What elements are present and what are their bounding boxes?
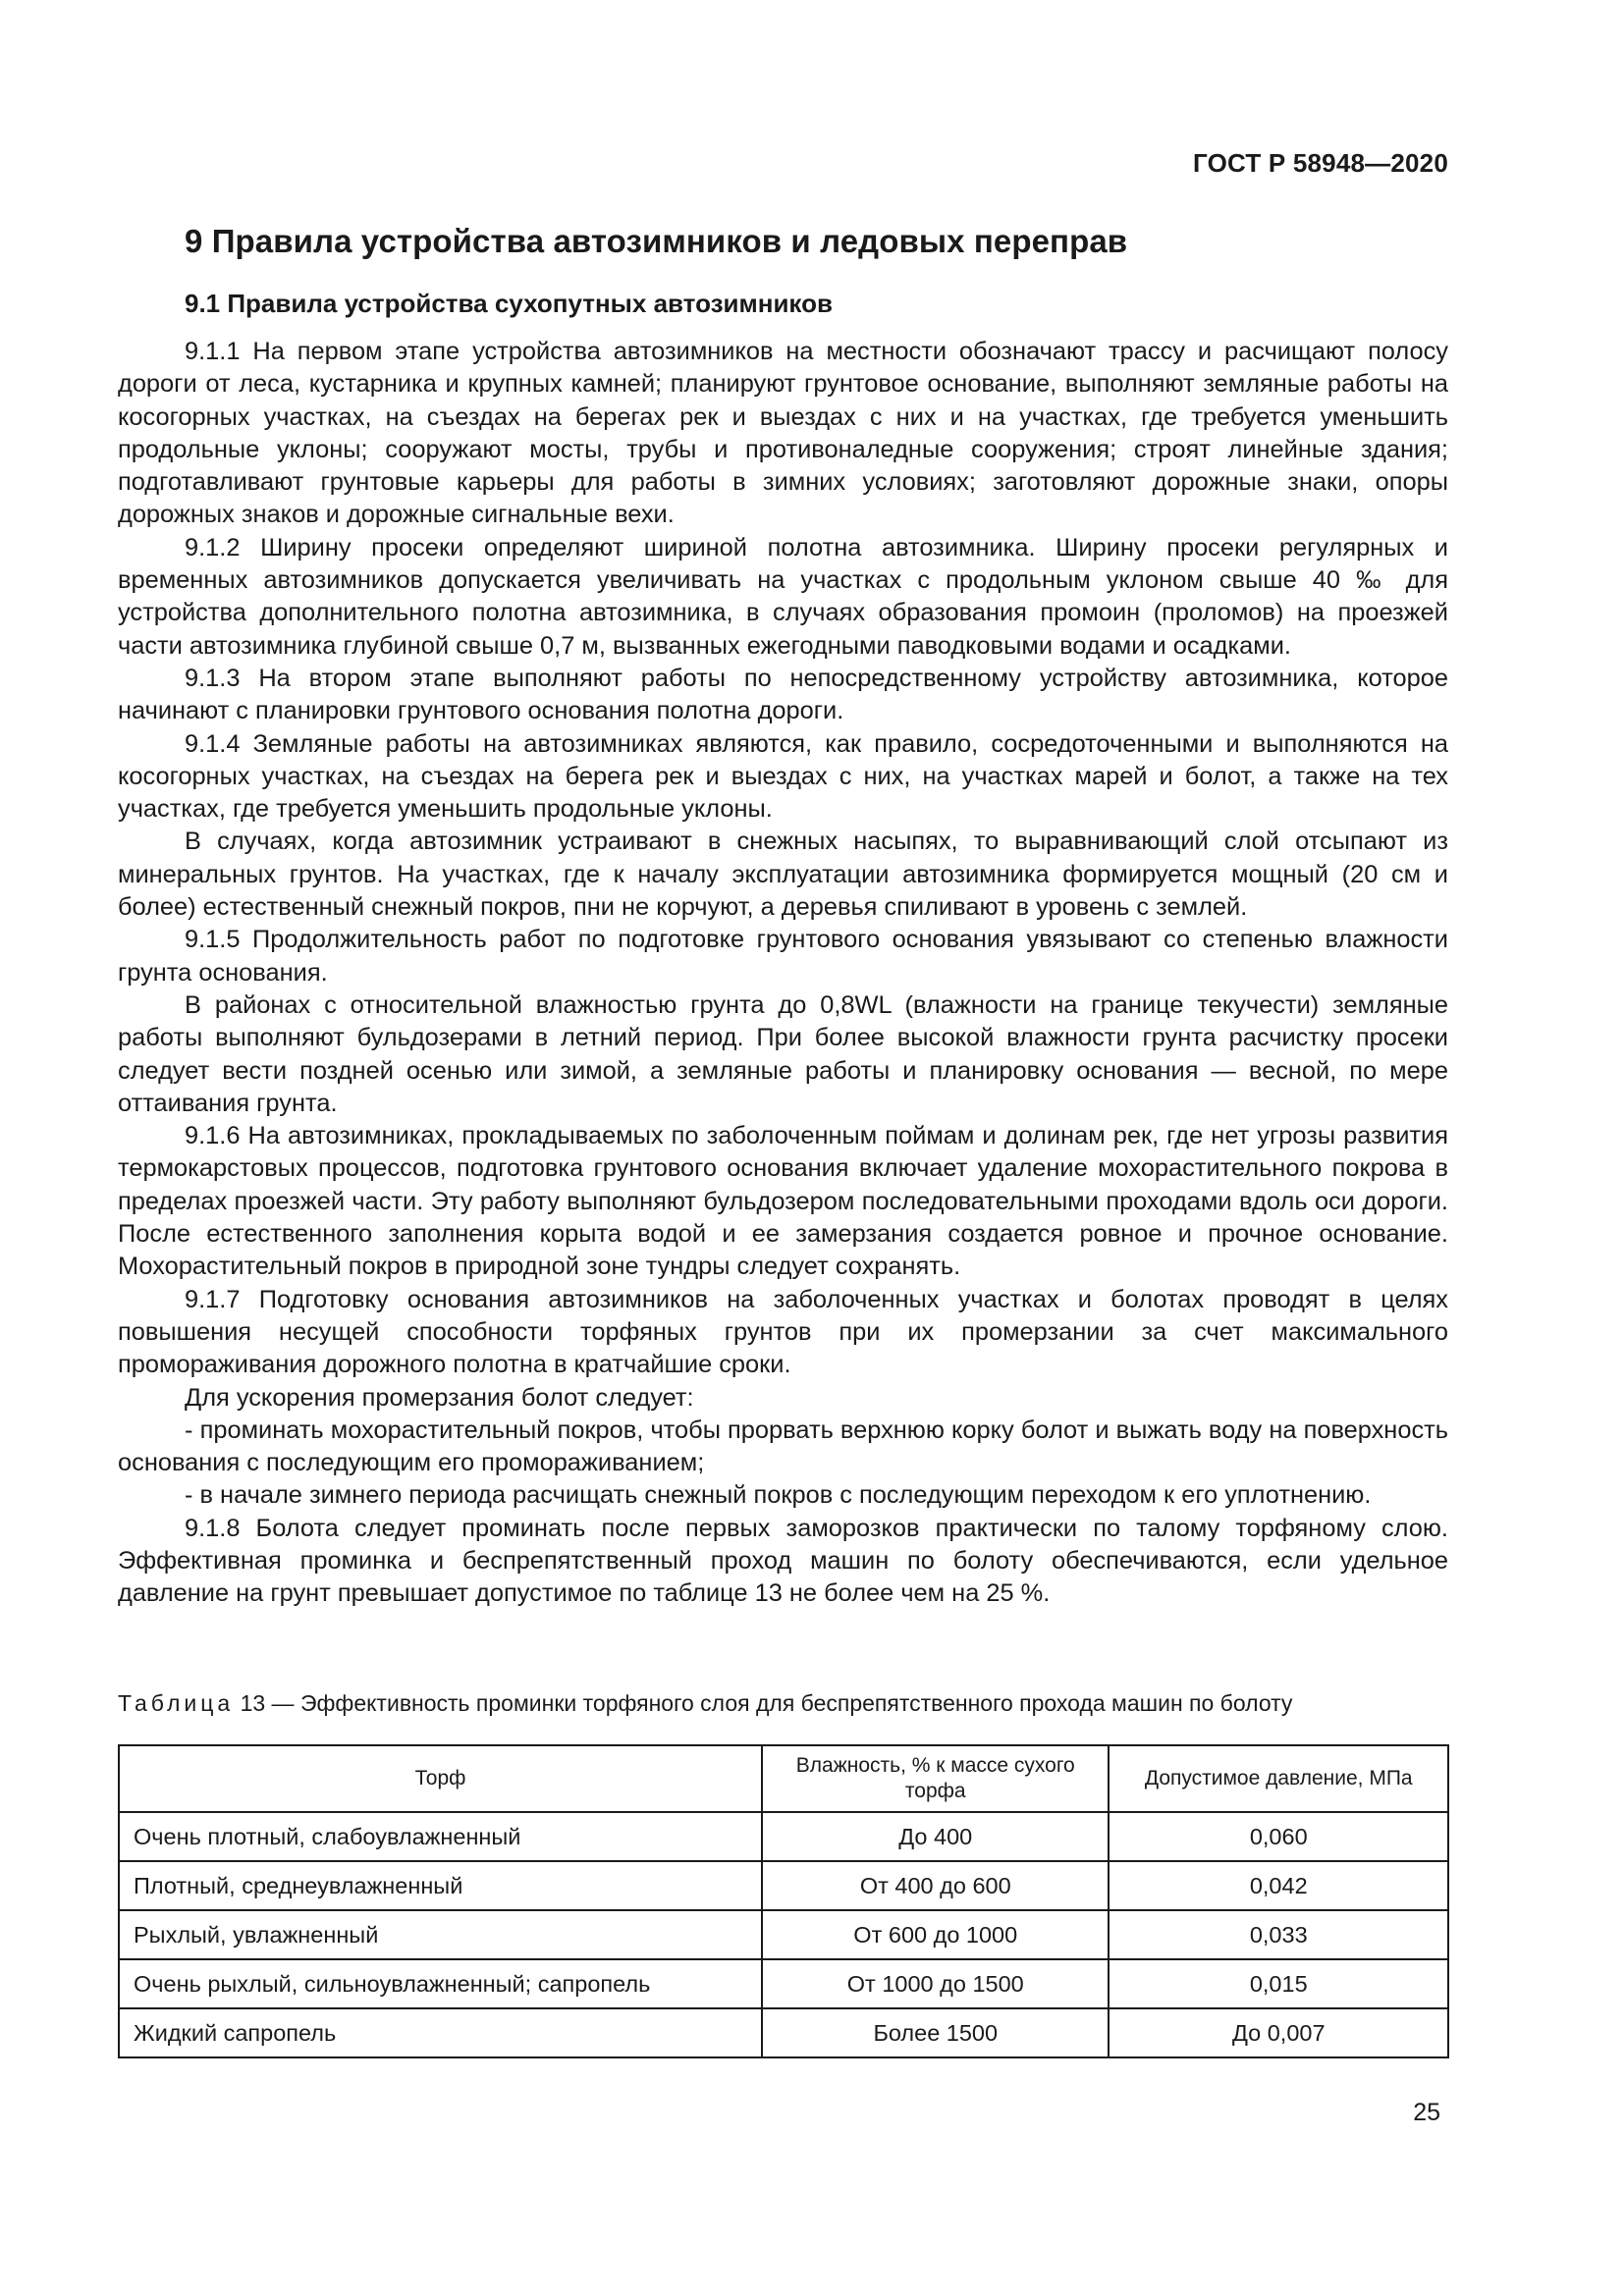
table-cell: Рыхлый, увлажненный xyxy=(119,1910,762,1959)
table-cell: Очень плотный, слабоувлажненный xyxy=(119,1812,762,1861)
table-cell: Жидкий сапропель xyxy=(119,2008,762,2057)
table-cell: До 400 xyxy=(762,1812,1109,1861)
table-cell: До 0,007 xyxy=(1109,2008,1448,2057)
table-row xyxy=(119,1959,1448,2008)
table-caption xyxy=(118,1690,1292,1717)
paragraph-9-1-2: 9.1.2 Ширину просеки определяют шириной полотна автозимника. Ширину просеки регулярных и временных автозимников допускается увеличивать на участках с продольным уклоном свыше 40 ‰ для устройства дополнительного полотна автозимника, в случаях образования промоин (проломов) на проезжей части автозимника глубиной свыше 0,7 м, вызванных ежегодными паводковыми водами и осадками. xyxy=(118,533,1448,660)
column-header-moisture: Влажность, % к массе сухого торфа xyxy=(762,1745,1109,1812)
table-cell: От 1000 до 1500 xyxy=(762,1959,1109,2008)
table-cell: 0,033 xyxy=(1109,1910,1448,1959)
paragraph-9-1-3: 9.1.3 На втором этапе выполняют работы по непосредственному устройству автозимника, которое начинают с планировки грунтового основания полотна дороги. xyxy=(118,664,1448,725)
column-header-peat: Торф xyxy=(119,1745,762,1812)
table-caption-text: 13 — Эффективность проминки торфяного слоя для беспрепятственного прохода машин по болоту xyxy=(234,1690,1293,1716)
section-title: 9 Правила устройства автозимников и ледовых переправ xyxy=(185,223,1128,259)
subsection-title: 9.1 Правила устройства сухопутных автозимников xyxy=(185,289,833,318)
table-row xyxy=(119,1861,1448,1910)
paragraph-9-1-8: 9.1.8 Болота следует проминать после первых заморозков практически по талому торфяному слою. Эффективная проминка и беспрепятственный проход машин по болоту обеспечиваются, если удельное давление на грунт превышает допустимое по таблице 13 не более чем на 25 %. xyxy=(118,1514,1448,1608)
paragraph-9-1-5-cont: В районах с относительной влажностью грунта до 0,8WL (влажности на границе текучести) земляные работы выполняют бульдозерами в летний период. При более высокой влажности грунта расчистку просеки следует вести поздней осенью или зимой, а земляные работы и планировку основания — весной, по мере оттаивания грунта. xyxy=(118,990,1448,1117)
table-cell: 0,015 xyxy=(1109,1959,1448,2008)
table-row xyxy=(119,2008,1448,2057)
page-number: 25 xyxy=(1413,2099,1440,2126)
list-item: - проминать мохорастительный покров, чтобы прорвать верхнюю корку болот и выжать воду на поверхность основания с последующим его промораживанием; xyxy=(118,1415,1448,1477)
document-code: ГОСТ Р 58948—2020 xyxy=(1193,148,1448,178)
paragraph-9-1-6: 9.1.6 На автозимниках, прокладываемых по заболоченным поймам и долинам рек, где нет угрозы развития термокарстовых процессов, подготовка грунтового основания включает удаление мохорастительного покрова в пределах проезжей части. Эту работу выполняют бульдозером последовательными проходами вдоль оси дороги. После естественного заполнения корыта водой и ее замерзания создается ровное и прочное основание. Мохорастительный покров в природной зоне тундры следует сохранять. xyxy=(118,1122,1448,1281)
table-cell: 0,060 xyxy=(1109,1812,1448,1861)
table-header-row xyxy=(119,1745,1448,1812)
table-cell: Более 1500 xyxy=(762,2008,1109,2057)
paragraph-9-1-4-cont: В случаях, когда автозимник устраивают в снежных насыпях, то выравнивающий слой отсыпают из минеральных грунтов. На участках, где к началу эксплуатации автозимника формируется мощный (20 см и более) естественный снежный покров, пни не корчуют, а деревья спиливают в уровень с землей. xyxy=(118,828,1448,922)
table-cell: От 400 до 600 xyxy=(762,1861,1109,1910)
paragraph-9-1-7: 9.1.7 Подготовку основания автозимников на заболоченных участках и болотах проводят в целях повышения несущей способности торфяных грунтов при их промерзании за счет максимального промораживания дорожного полотна в кратчайшие сроки. xyxy=(118,1285,1448,1379)
table-cell: Очень рыхлый, сильноувлажненный; сапропель xyxy=(119,1959,762,2008)
table-cell: От 600 до 1000 xyxy=(762,1910,1109,1959)
list-item: - в начале зимнего периода расчищать снежный покров с последующим переходом к его уплотнению. xyxy=(185,1481,1372,1510)
paragraph-9-1-4: 9.1.4 Земляные работы на автозимниках являются, как правило, сосредоточенными и выполняются на косогорных участках, на съездах на берега рек и выездах с них, на участках марей и болот, а также на тех участках, где требуется уменьшить продольные уклоны. xyxy=(118,729,1448,824)
paragraph-9-1-1: 9.1.1 На первом этапе устройства автозимников на местности обозначают трассу и расчищают полосу дороги от леса, кустарника и крупных камней; планируют грунтовое основание, выполняют земляные работы на косогорных участках, на съездах на берегах рек и выездах с них и на участках, где требуется уменьшить продольные уклоны; сооружают мосты, трубы и противоналедные сооружения; строят линейные здания; подготавливают грунтовые карьеры для работы в зимних условиях; заготовляют дорожные знаки, опоры дорожных знаков и дорожные сигнальные вехи. xyxy=(118,338,1448,529)
paragraph-9-1-5: 9.1.5 Продолжительность работ по подготовке грунтового основания увязывают со степенью влажности грунта основания. xyxy=(118,926,1448,987)
paragraph-9-1-7-intro: Для ускорения промерзания болот следует: xyxy=(185,1383,694,1412)
table-cell: Плотный, среднеувлажненный xyxy=(119,1861,762,1910)
column-header-pressure: Допустимое давление, МПа xyxy=(1109,1745,1448,1812)
table-row xyxy=(119,1812,1448,1861)
table-row xyxy=(119,1910,1448,1959)
table-13 xyxy=(118,1744,1449,2058)
table-caption-label: Таблица xyxy=(118,1690,235,1716)
body-text xyxy=(118,336,1448,1611)
table-cell: 0,042 xyxy=(1109,1861,1448,1910)
